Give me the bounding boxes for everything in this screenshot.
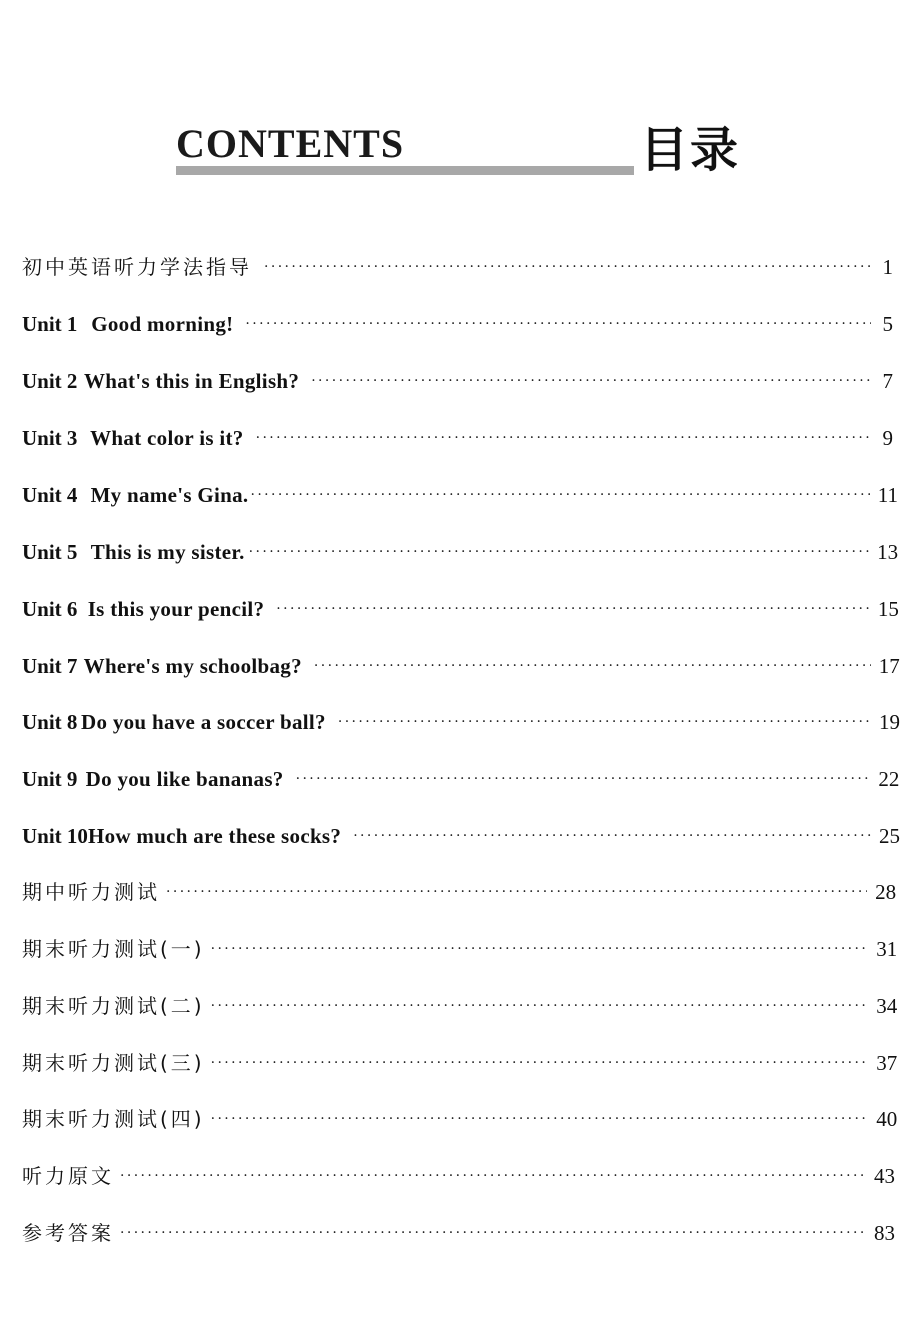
toc-entry-unit: Unit 1 — [22, 312, 78, 336]
dot-leader — [314, 651, 871, 681]
toc-entry-title: How much are these socks? — [87, 824, 342, 848]
toc-entry-title: 参考答案 — [22, 1221, 114, 1245]
toc-entry-title: 期末听力测试(一) — [22, 937, 205, 961]
toc-entry-unit-4[interactable] — [22, 480, 898, 510]
toc-entry-final-test-1[interactable] — [22, 934, 898, 964]
toc-entry-page: 22 — [878, 767, 900, 791]
toc-entry-page: 15 — [877, 597, 899, 621]
toc-entry-title: Good morning! — [91, 312, 234, 336]
dot-leader — [353, 821, 871, 851]
toc-entry-page: 11 — [877, 483, 898, 507]
toc-entry-unit: Unit 10 — [22, 824, 88, 848]
dot-leader — [276, 594, 870, 624]
toc-entry-page: 31 — [876, 937, 898, 961]
toc-entry-unit-1[interactable] — [22, 309, 893, 339]
dot-leader — [211, 1048, 869, 1078]
page-header — [0, 0, 915, 200]
toc-entry-page: 28 — [875, 880, 897, 904]
mulu-heading: 目录 — [640, 122, 741, 178]
dot-leader — [211, 934, 869, 964]
toc-entry-unit: Unit 9 — [22, 767, 78, 791]
toc-entry-midterm-test[interactable] — [22, 877, 897, 907]
dot-leader — [264, 252, 871, 282]
dot-leader — [256, 423, 871, 453]
dot-leader — [338, 707, 871, 737]
toc-entry-unit-8[interactable] — [22, 707, 900, 737]
toc-entry-page: 83 — [873, 1221, 895, 1245]
toc-entry-title: What's this in English? — [83, 369, 300, 393]
contents-heading: CONTENTS — [176, 121, 405, 166]
dot-leader — [211, 991, 869, 1021]
toc-entry-title: 初中英语听力学法指导 — [22, 255, 252, 279]
heading-underline-bar — [176, 166, 634, 175]
toc-entry-final-test-4[interactable] — [22, 1104, 898, 1134]
toc-entry-title: Do you like bananas? — [85, 767, 284, 791]
toc-entry-listening-scripts[interactable] — [22, 1161, 893, 1191]
toc-entry-unit-2[interactable] — [22, 366, 893, 396]
toc-entry-study-guide[interactable] — [22, 252, 893, 282]
toc-entry-title: 期末听力测试(四) — [22, 1107, 205, 1131]
toc-entry-page: 19 — [879, 710, 900, 734]
dot-leader — [166, 877, 867, 907]
toc-entry-title: Do you have a soccer ball? — [81, 710, 326, 734]
dot-leader — [249, 537, 869, 567]
toc-entry-page: 43 — [873, 1164, 895, 1188]
dot-leader — [120, 1161, 866, 1191]
toc-entry-title: 期末听力测试(二) — [22, 994, 205, 1018]
toc-entry-unit: Unit 8 — [22, 710, 78, 734]
toc-entry-page: 17 — [878, 654, 900, 678]
toc-entry-title: 听力原文 — [22, 1164, 114, 1188]
toc-entry-page: 25 — [879, 824, 900, 848]
toc-entry-unit: Unit 2 — [22, 369, 78, 393]
toc-entry-title: 期中听力测试 — [22, 880, 160, 904]
toc-entry-page: 37 — [876, 1051, 898, 1075]
dot-leader — [120, 1218, 866, 1248]
toc-entry-final-test-2[interactable] — [22, 991, 898, 1021]
toc-entry-unit-6[interactable] — [22, 594, 899, 624]
toc-entry-title: Is this your pencil? — [87, 597, 265, 621]
dot-leader — [296, 764, 871, 794]
toc-entry-unit-3[interactable] — [22, 423, 893, 453]
dot-leader — [211, 1104, 869, 1134]
toc-entry-unit-10[interactable] — [22, 821, 900, 851]
toc-entry-unit: Unit 5 — [22, 540, 78, 564]
toc-entry-title: 期末听力测试(三) — [22, 1051, 205, 1075]
toc-entry-title: Where's my schoolbag? — [83, 654, 302, 678]
toc-entry-unit: Unit 3 — [22, 426, 78, 450]
toc-entry-page: 40 — [876, 1107, 898, 1131]
toc-entry-page: 13 — [877, 540, 899, 564]
toc-entry-page: 7 — [882, 369, 893, 393]
toc-entry-title: My name's Gina. — [90, 483, 249, 507]
toc-entry-answer-key[interactable] — [22, 1218, 893, 1248]
dot-leader — [311, 366, 871, 396]
toc-entry-unit-5[interactable] — [22, 537, 899, 567]
toc-entry-unit: Unit 7 — [22, 654, 78, 678]
dot-leader — [250, 480, 869, 510]
toc-entry-unit: Unit 6 — [22, 597, 78, 621]
toc-entry-title: What color is it? — [90, 426, 244, 450]
toc-entry-page: 5 — [882, 312, 893, 336]
toc-entry-page: 34 — [876, 994, 898, 1018]
toc-entry-page: 1 — [882, 255, 893, 279]
toc-entry-unit-9[interactable] — [22, 764, 900, 794]
toc-entry-unit: Unit 4 — [22, 483, 78, 507]
toc-entry-page: 9 — [882, 426, 893, 450]
toc-entry-final-test-3[interactable] — [22, 1048, 898, 1078]
toc-entry-unit-7[interactable] — [22, 651, 900, 681]
toc-entry-title: This is my sister. — [90, 540, 245, 564]
dot-leader — [245, 309, 871, 339]
